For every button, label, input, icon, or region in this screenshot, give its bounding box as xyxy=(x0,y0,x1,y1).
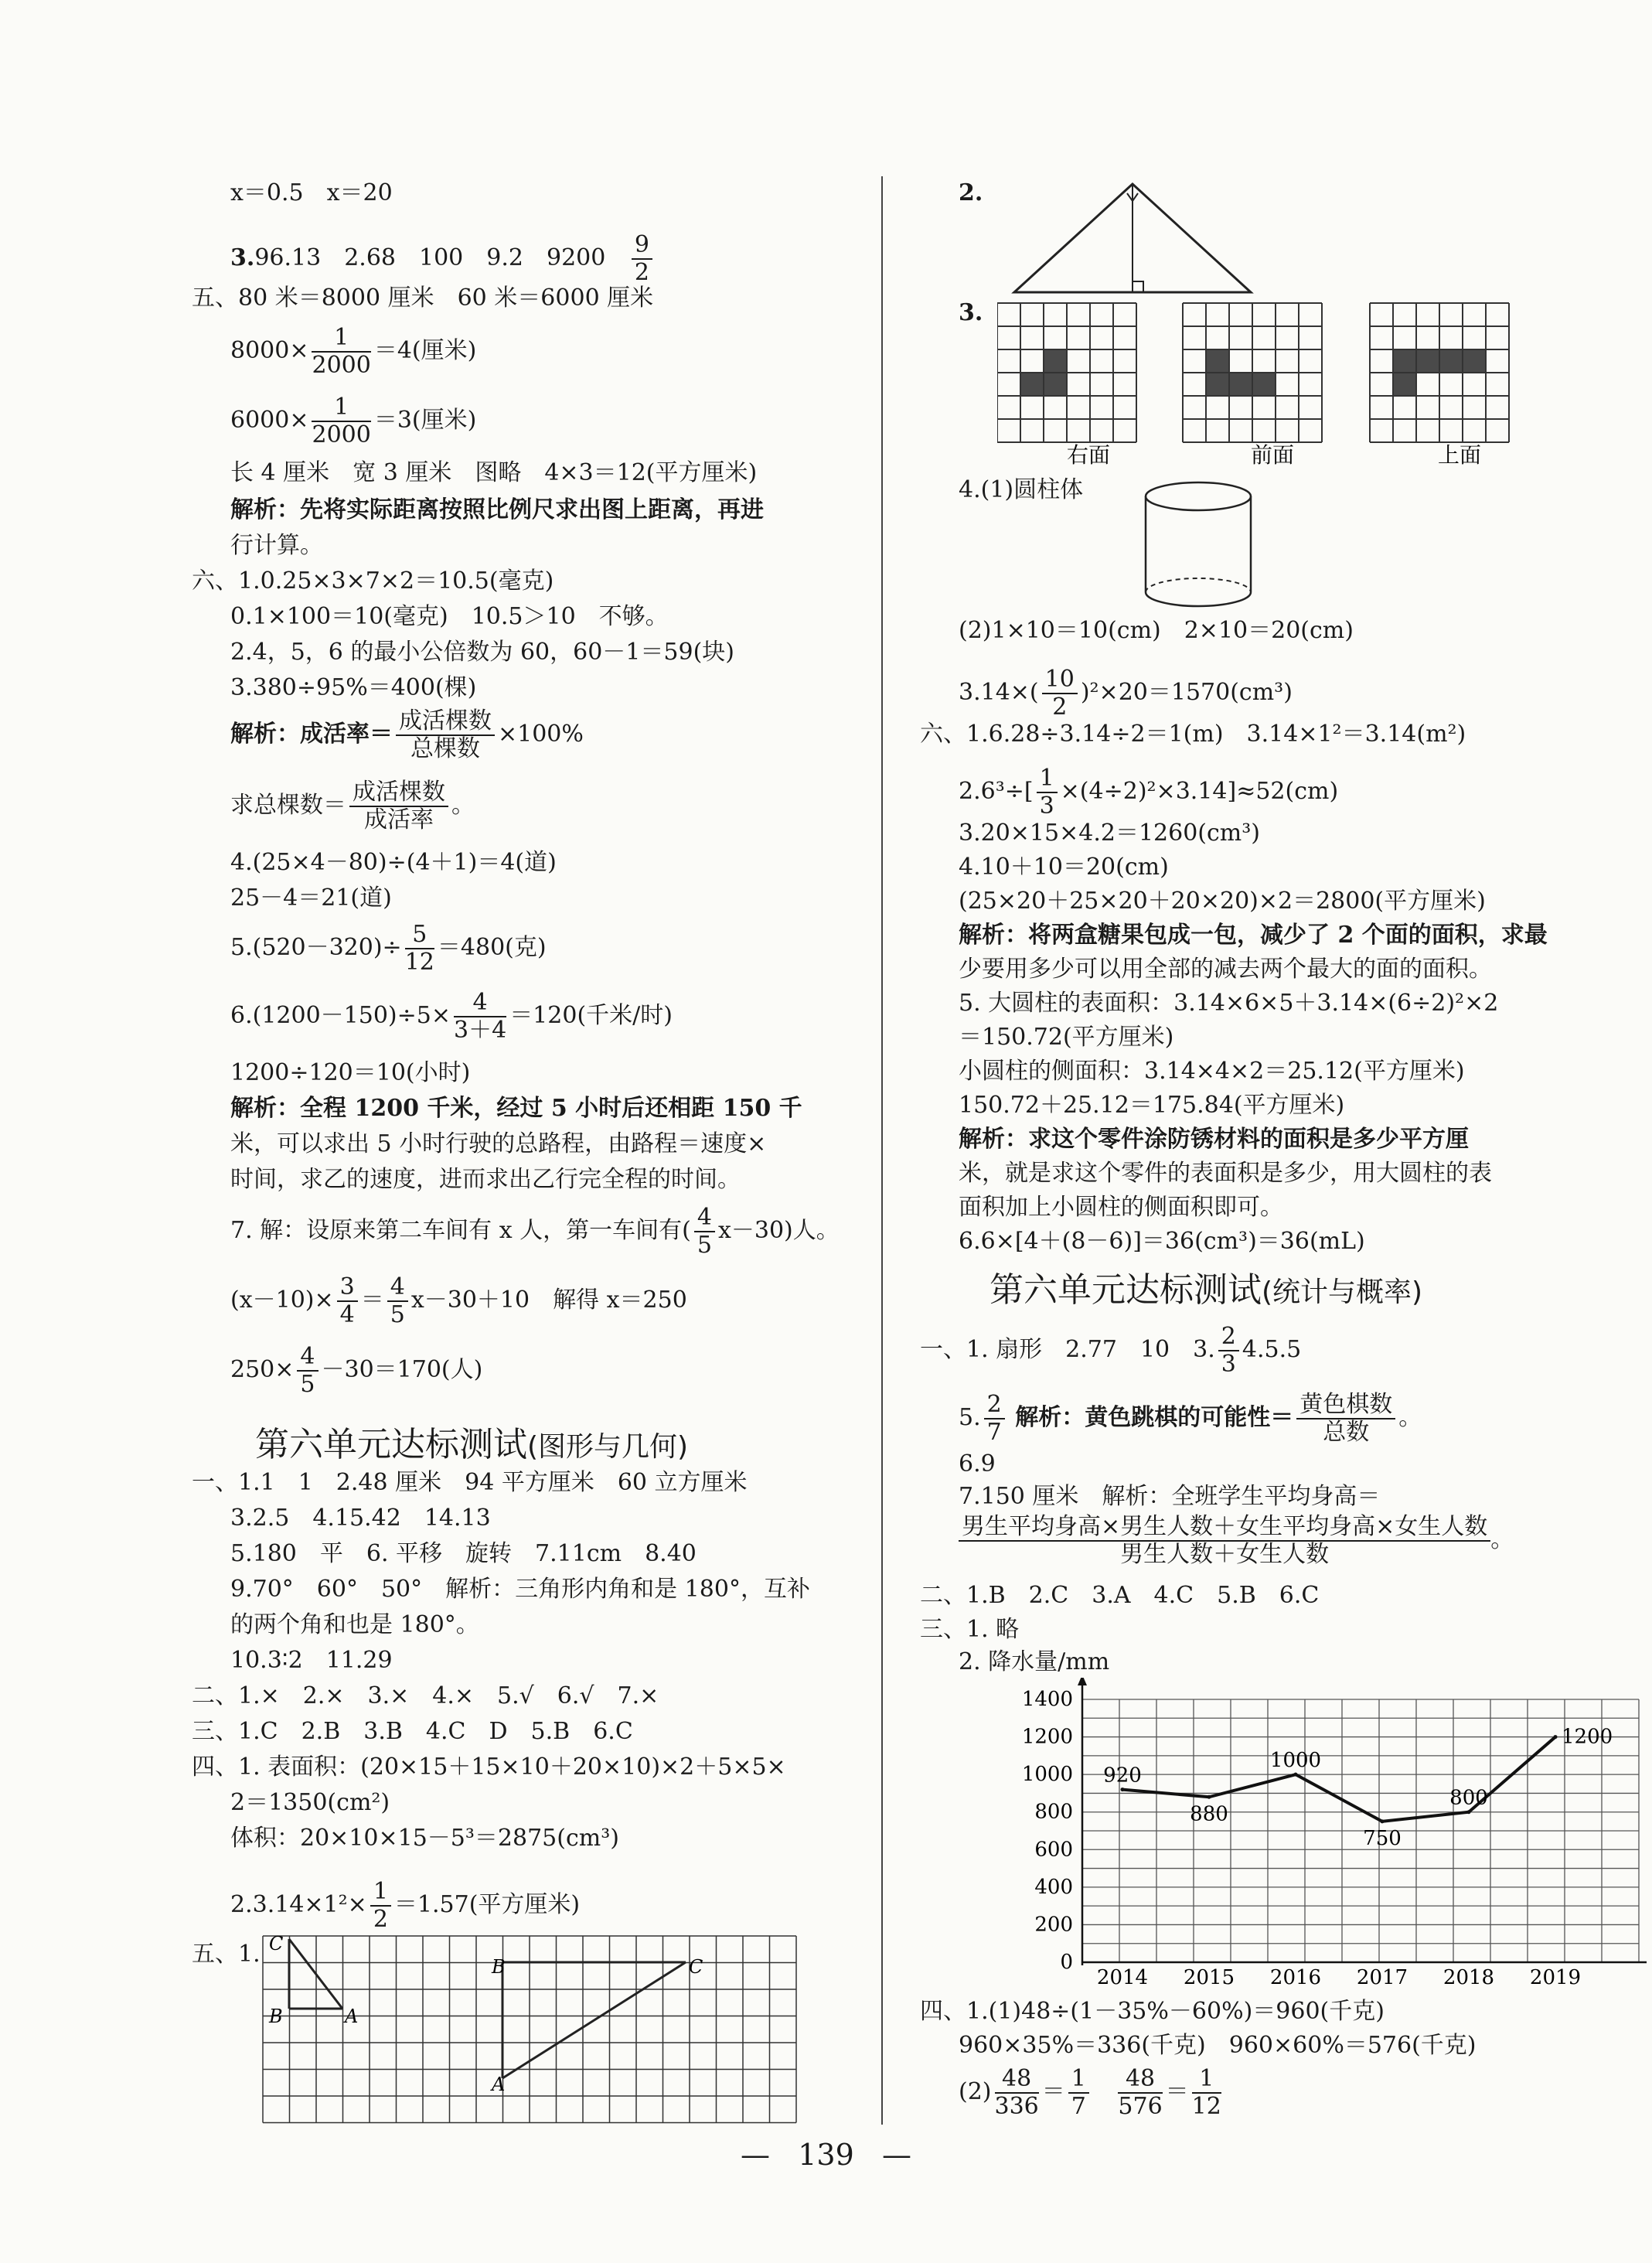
answer-line: 体积：20×10×15－5³＝2875(cm³) xyxy=(230,1825,619,1852)
x-tick-label: 2019 xyxy=(1529,1966,1582,1989)
answer-line: 一、1.1 1 2.48 厘米 94 平方厘米 60 立方厘米 xyxy=(192,1469,748,1496)
answer-line: 3.20×15×4.2＝1260(cm³) xyxy=(959,820,1260,847)
answer-line: 25－4＝21(道) xyxy=(230,884,392,912)
analysis-line: 面积加上小圆柱的侧面积即可。 xyxy=(959,1194,1283,1221)
data-point xyxy=(1294,1773,1298,1777)
answer-line: 8000× $\frac{1}{2000}$ ＝4(厘米) xyxy=(230,324,477,379)
analysis-line: 行计算。 xyxy=(230,532,323,559)
page-number: — 139 — xyxy=(740,2138,912,2172)
data-point xyxy=(1467,1810,1471,1814)
data-label: 750 xyxy=(1363,1826,1402,1850)
y-tick-label: 0 xyxy=(1060,1951,1073,1974)
data-label: 800 xyxy=(1449,1786,1488,1810)
answer-line: 六、1.0.25×3×7×2＝10.5(毫克) xyxy=(192,567,554,595)
answer-line: 3.96.13 2.68 100 9.2 9200 $\frac{9}{2}$ xyxy=(230,232,656,286)
grid-figure xyxy=(260,1933,797,2134)
y-tick-label: 400 xyxy=(1034,1875,1073,1899)
answer-line: (25×20＋25×20＋20×20)×2＝2800(平方厘米) xyxy=(959,888,1486,915)
answer-line: 四、1.(1)48÷(1－35%－60%)＝960(千克) xyxy=(920,1998,1385,2025)
answer-line: 五、80 米＝8000 厘米 60 米＝6000 厘米 xyxy=(192,285,654,312)
view-label: 上面 xyxy=(1438,442,1482,468)
three-views-figure xyxy=(997,300,1616,470)
y-axis-arrow xyxy=(1078,1678,1087,1685)
view-label: 右面 xyxy=(1067,442,1111,468)
answer-line: 三、1.C 2.B 3.B 4.C D 5.B 6.C xyxy=(192,1718,633,1745)
answer-line: 150.72＋25.12＝175.84(平方厘米) xyxy=(959,1092,1345,1119)
analysis-line: 解析：求这个零件涂防锈材料的面积是多少平方厘 xyxy=(959,1126,1469,1153)
point-label: C xyxy=(269,1933,284,1955)
analysis-line: 少要用多少可以用全部的减去两个最大的面的面积。 xyxy=(959,956,1492,983)
answer-line: 2＝1350(cm²) xyxy=(230,1789,390,1816)
analysis-line: 求总棵数＝ $\frac{\text{成活棵数}}{\text{成活率}}$ 。 xyxy=(230,779,475,833)
y-tick-label: 1000 xyxy=(1021,1763,1073,1787)
view-grid xyxy=(1370,303,1509,442)
answer-line: 二、1.× 2.× 3.× 4.× 5.√ 6.√ 7.× xyxy=(192,1682,659,1709)
answer-line: 二、1.B 2.C 3.A 4.C 5.B 6.C xyxy=(920,1582,1320,1609)
y-tick-label: 600 xyxy=(1034,1838,1073,1862)
column-divider xyxy=(881,176,883,2125)
x-tick-label: 2015 xyxy=(1183,1966,1235,1989)
y-tick-label: 1200 xyxy=(1021,1725,1073,1749)
cylinder-figure xyxy=(1133,476,1264,615)
analysis-line: 解析：成活率＝ $\frac{\text{成活棵数}}{\text{总棵数}}$ ×100% xyxy=(230,707,584,762)
point-label: B xyxy=(269,2006,283,2027)
answer-line: 10.3∶2 11.29 xyxy=(230,1647,393,1674)
answer-line: 250× $\frac{4}{5}$ －30＝170(人) xyxy=(230,1343,483,1398)
x-tick-label: 2014 xyxy=(1096,1966,1149,1989)
data-label: 1200 xyxy=(1562,1725,1613,1749)
answer-line: 五、1. xyxy=(192,1941,261,1968)
answer-line: 7. 解：设原来第二车间有 x 人，第一车间有( $\frac{4}{5}$ x－30)人。 xyxy=(230,1204,840,1259)
answer-line: 5.(520－320)÷ $\frac{5}{12}$ ＝480(克) xyxy=(230,921,547,976)
answer-line: (x－10)× $\frac{3}{4}$ ＝ $\frac{4}{5}$ x－30＋10 解得 x＝250 xyxy=(230,1273,687,1328)
answer-line: 3. xyxy=(959,299,983,326)
point-label: C xyxy=(689,1956,703,1978)
answer-line: 5. $\frac{2}{7}$ 解析：黄色跳棋的可能性＝ $\frac{\text{黄色棋数}}{\text{总数}}$ 。 xyxy=(959,1391,1422,1446)
answer-line: 0.1×100＝10(毫克) 10.5＞10 不够。 xyxy=(230,603,669,630)
answer-line: 3.14×( $\frac{10}{2}$ )²×20＝1570(cm³) xyxy=(959,666,1293,721)
point-label: A xyxy=(345,2006,359,2027)
analysis-line: 解析：全程 1200 千米，经过 5 小时后还相距 150 千 xyxy=(230,1095,802,1122)
chart-ylabel: 2. 降水量/mm xyxy=(959,1648,1110,1675)
analysis-line: 米，可以求出 5 小时行驶的总路程，由路程＝速度× xyxy=(230,1130,767,1157)
precipitation-line-chart xyxy=(959,1678,1647,1995)
x-tick-label: 2017 xyxy=(1356,1966,1408,1989)
answer-line: 2.6³÷[ $\frac{1}{3}$ ×(4÷2)²×3.14]≈52(cm) xyxy=(959,765,1339,820)
answer-line: (2)1×10＝10(cm) 2×10＝20(cm) xyxy=(959,617,1354,644)
y-tick-label: 800 xyxy=(1034,1800,1073,1824)
answer-line: 一、1. 扇形 2.77 10 3. $\frac{2}{3}$ 4.5.5 xyxy=(920,1323,1302,1378)
answer-line: ＝150.72(平方厘米) xyxy=(959,1024,1174,1051)
triangle-figure xyxy=(1005,178,1260,294)
answer-line: 5.180 平 6. 平移 旋转 7.11cm 8.40 xyxy=(230,1540,697,1567)
view-grid xyxy=(1183,303,1322,442)
data-point xyxy=(1207,1795,1211,1799)
x-tick-label: 2018 xyxy=(1443,1966,1495,1989)
point-label: B xyxy=(492,1956,506,1978)
x-tick-label: 2016 xyxy=(1269,1966,1322,1989)
answer-line: $\frac{\text{男生平均身高×男生人数＋女生平均身高×女生人数}}{\text{男生人数＋女生人数}}$ 。 xyxy=(959,1514,1514,1568)
analysis-line: 时间，求乙的速度，进而求出乙行完全程的时间。 xyxy=(230,1166,741,1193)
answer-line: 3.380÷95%＝400(棵) xyxy=(230,674,477,701)
answer-line: 4.(25×4－80)÷(4＋1)＝4(道) xyxy=(230,849,557,876)
analysis-line: 解析：先将实际距离按照比例尺求出图上距离，再进 xyxy=(230,496,764,523)
answer-line: 2.3.14×1²× $\frac{1}{2}$ ＝1.57(平方厘米) xyxy=(230,1878,581,1933)
answer-line: 4.(1)圆柱体 xyxy=(959,476,1084,503)
answer-line: 9.70° 60° 50° 解析：三角形内角和是 180°，互补 xyxy=(230,1576,810,1603)
view-grid xyxy=(997,303,1136,442)
answer-line: 960×35%＝336(千克) 960×60%＝576(千克) xyxy=(959,2032,1477,2059)
answer-line: 的两个角和也是 180°。 xyxy=(230,1611,479,1638)
data-point xyxy=(1554,1735,1558,1739)
answer-line: x＝0.5 x＝20 xyxy=(230,179,393,206)
answer-line: 2. xyxy=(959,179,983,206)
data-point xyxy=(1381,1819,1385,1823)
data-label: 1000 xyxy=(1269,1749,1322,1773)
answer-line: 6.(1200－150)÷5× $\frac{4}{3+4}$ ＝120(千米/时) xyxy=(230,989,673,1044)
view-label: 前面 xyxy=(1251,442,1295,468)
section-title: 第六单元达标测试(图形与几何) xyxy=(255,1425,689,1464)
analysis-line: 米，就是求这个零件的表面积是多少，用大圆柱的表 xyxy=(959,1160,1492,1187)
analysis-line: 解析：将两盒糖果包成一包，减少了 2 个面的面积，求最 xyxy=(959,922,1548,949)
answer-line: 6.6×[4＋(8－6)]＝36(cm³)＝36(mL) xyxy=(959,1228,1365,1255)
answer-line: 1200÷120＝10(小时) xyxy=(230,1059,471,1086)
answer-line: 6000× $\frac{1}{2000}$ ＝3(厘米) xyxy=(230,394,477,448)
answer-line: 5. 大圆柱的表面积：3.14×6×5＋3.14×(6÷2)²×2 xyxy=(959,990,1499,1017)
answer-line: 小圆柱的侧面积：3.14×4×2＝25.12(平方厘米) xyxy=(959,1058,1465,1085)
y-tick-label: 200 xyxy=(1034,1913,1073,1937)
answer-line: 六、1.6.28÷3.14÷2＝1(m) 3.14×1²＝3.14(m²) xyxy=(920,721,1466,748)
answer-line: 长 4 厘米 宽 3 厘米 图略 4×3＝12(平方厘米) xyxy=(230,459,758,486)
answer-line: 6.9 xyxy=(959,1450,996,1477)
data-label: 920 xyxy=(1103,1764,1142,1788)
answer-line: 3.2.5 4.15.42 14.13 xyxy=(230,1505,491,1532)
point-label: A xyxy=(492,2074,506,2095)
answer-line: 三、1. 略 xyxy=(920,1616,1020,1643)
section-title: 第六单元达标测试(统计与概率) xyxy=(989,1270,1423,1310)
data-point xyxy=(1121,1788,1125,1791)
data-label: 880 xyxy=(1190,1802,1228,1826)
answer-line: 2.4，5，6 的最小公倍数为 60，60－1＝59(块) xyxy=(230,639,734,666)
answer-line: 四、1. 表面积：(20×15＋15×10＋20×10)×2＋5×5× xyxy=(192,1753,786,1781)
answer-line: 7.150 厘米 解析：全班学生平均身高＝ xyxy=(959,1483,1381,1510)
answer-line: (2) $\frac{48}{336}$ ＝ $\frac{1}{7}$ $\frac{48}{576}$ ＝ $\frac{1}{12}$ xyxy=(959,2065,1221,2120)
answer-line: 4.10＋10＝20(cm) xyxy=(959,854,1169,881)
y-tick-label: 1400 xyxy=(1021,1688,1073,1711)
